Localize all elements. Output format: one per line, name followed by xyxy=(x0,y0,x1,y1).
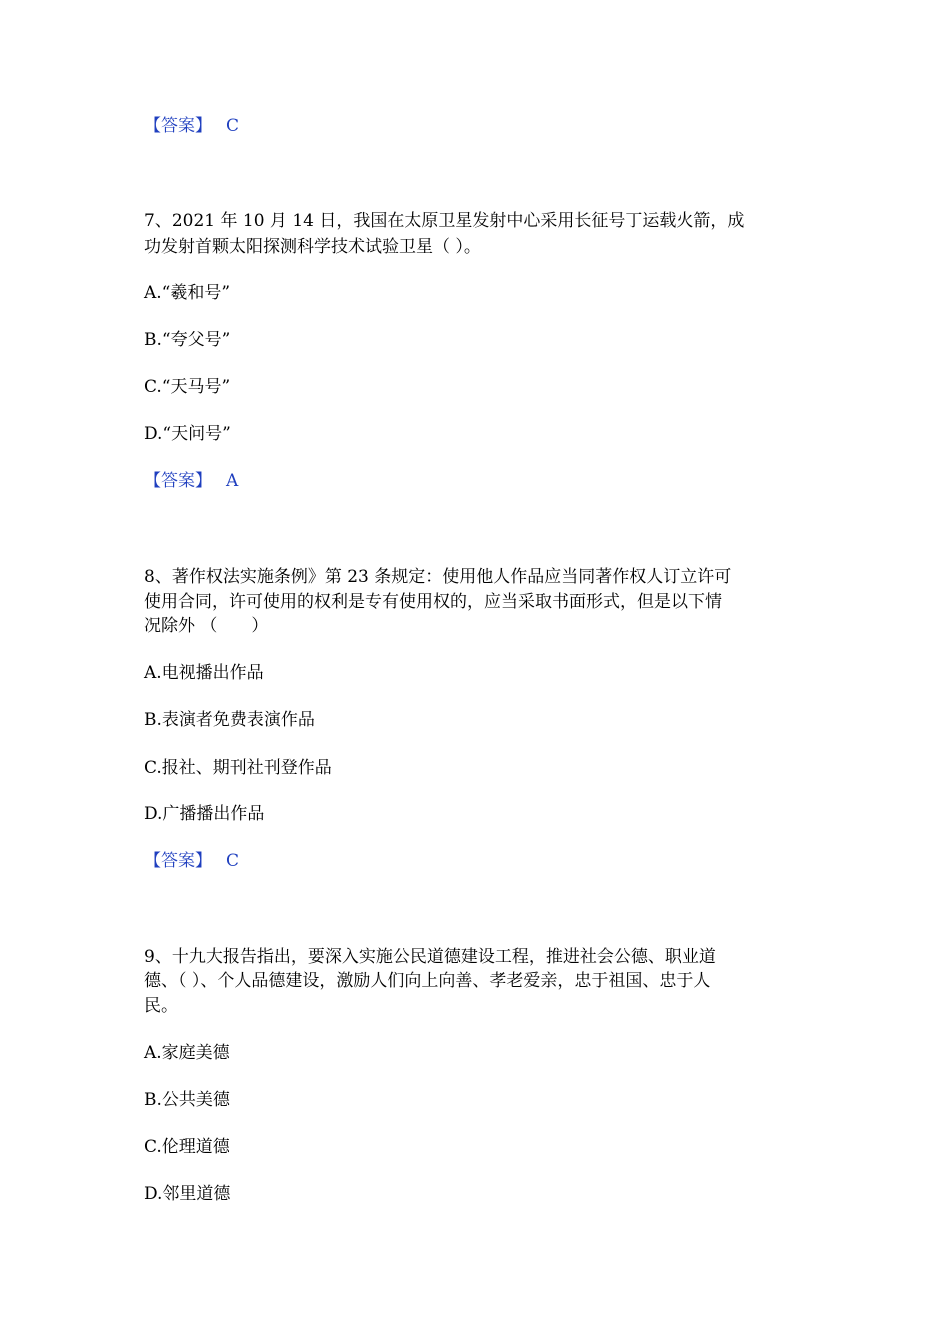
question-8-stem-line-1: 8、著作权法实施条例》第 23 条规定：使用他人作品应当同著作权人订立许可 xyxy=(144,567,732,587)
question-9-stem-line-2: 德、（ ）、个人品德建设，激励人们向上向善、孝老爱亲，忠于祖国、忠于人 xyxy=(144,971,711,991)
question-8-option-b: B.表演者免费表演作品 xyxy=(144,710,315,730)
question-8-stem-line-2: 使用合同，许可使用的权利是专有使用权的，应当采取书面形式，但是以下情 xyxy=(144,592,722,612)
question-8-option-d: D.广播播出作品 xyxy=(144,804,265,824)
answer-value: A xyxy=(226,471,239,491)
question-8-option-a: A.电视播出作品 xyxy=(144,663,264,683)
question-8-option-c: C.报社、期刊社刊登作品 xyxy=(144,758,332,778)
question-9-option-d: D.邻里道德 xyxy=(144,1184,231,1204)
question-9-stem-line-1: 9、十九大报告指出，要深入实施公民道德建设工程，推进社会公德、职业道 xyxy=(144,947,716,967)
question-8-stem-line-3: 况除外 （ ） xyxy=(144,616,269,636)
question-7-option-b: B.“夸父号” xyxy=(144,330,231,350)
question-7-option-a: A.“羲和号” xyxy=(144,283,231,303)
question-8-answer-line xyxy=(144,849,239,873)
answer-label: 【答案】 xyxy=(144,851,212,871)
answer-line xyxy=(144,114,239,138)
question-7-stem-line-1: 7、2021 年 10 月 14 日，我国在太原卫星发射中心采用长征号丁运载火箭，成 xyxy=(144,211,745,231)
answer-value: C xyxy=(226,851,240,871)
question-7-option-d: D.“天问号” xyxy=(144,424,231,444)
question-7-option-c: C.“天马号” xyxy=(144,377,231,397)
question-9-option-c: C.伦理道德 xyxy=(144,1137,230,1157)
answer-label: 【答案】 xyxy=(144,116,212,136)
question-9-stem-line-3: 民。 xyxy=(144,996,178,1016)
question-9-option-a: A.家庭美德 xyxy=(144,1043,230,1063)
question-9-option-b: B.公共美德 xyxy=(144,1090,230,1110)
answer-label: 【答案】 xyxy=(144,471,212,491)
question-7-answer-line xyxy=(144,469,238,493)
question-7-stem-line-2: 功发射首颗太阳探测科学技术试验卫星（ ）。 xyxy=(144,237,481,257)
answer-value: C xyxy=(226,116,240,136)
